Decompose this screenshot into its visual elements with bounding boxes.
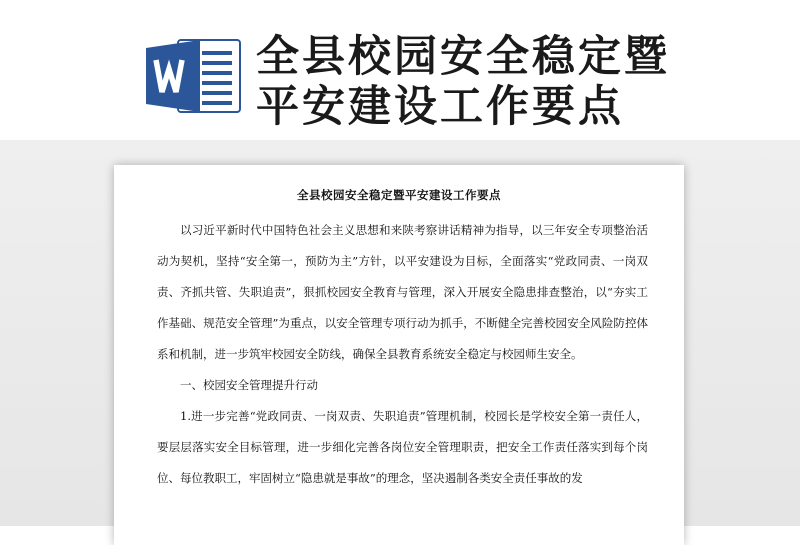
title-line-1: 全县校园安全稳定暨 [256,32,670,82]
word-document-icon [144,38,244,114]
section-heading-1: 一、校园安全管理提升行动 [180,378,318,392]
banner-header [0,0,800,140]
document-body [157,215,648,494]
title-line-2: 平安建设工作要点 [256,82,624,132]
paragraph-intro: 以习近平新时代中国特色社会主义思想和来陕考察讲话精神为指导，以三年安全专项整治活动为契机，坚持“安全第一，预防为主”方针，以平安建设为目标，全面落实“党政同责、一岗双责、齐抓共管、失职追责”，狠抓校园安全教育与管理，深入开展安全隐患排查整治，以“夯实工作基础、规范安全管理”为重点，以安全管理专项行动为抓手，不断健全完善校园安全风险防控体系和机制，进一步筑牢校园安全防线，确保全县教育系统安全稳定与校园师生安全。 [157,223,648,361]
document-page [114,165,684,545]
document-title: 全县校园安全稳定暨平安建设工作要点 [297,188,501,202]
page-title [256,32,796,132]
paragraph-item-1: 1.进一步完善“党政同责、一岗双责、失职追责”管理机制，校园长是学校安全第一责任人，要层层落实安全目标管理，进一步细化完善各岗位安全管理职责，把安全工作责任落实到每个岗位、每位教职工，牢固树立“隐患就是事故”的理念，坚决遏制各类安全责任事故的发 [157,409,648,485]
